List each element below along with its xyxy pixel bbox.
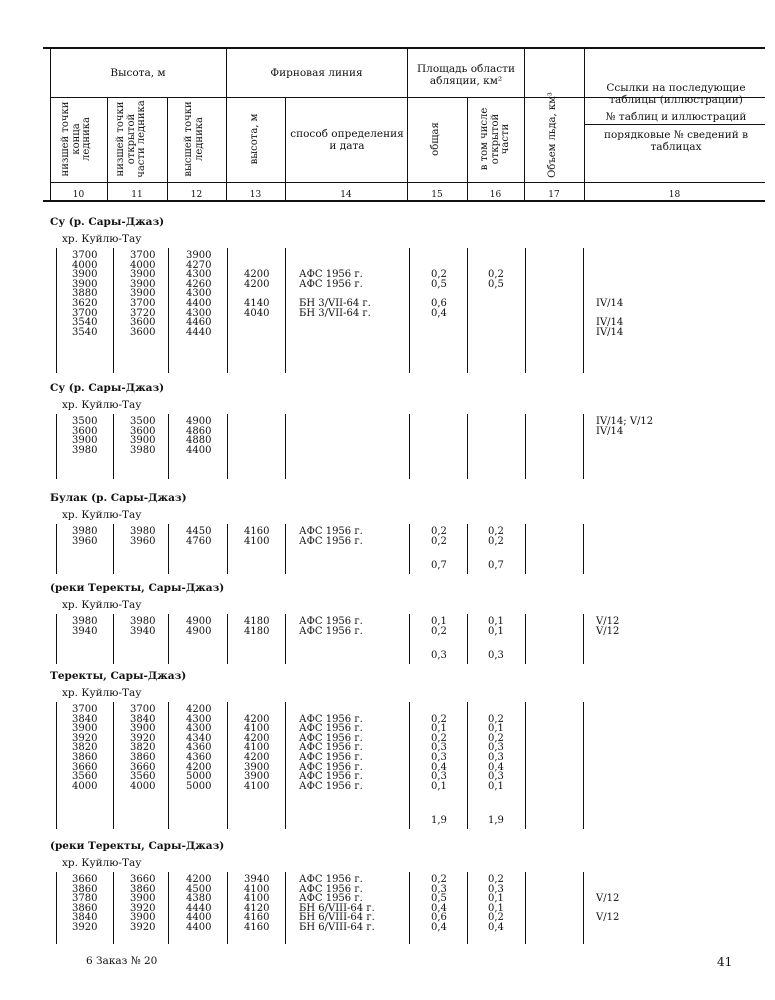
col-number: 15 [431, 190, 443, 200]
col-highest: 4200 4300 4300 4340 4360 4360 4200 5000 5000 [186, 704, 212, 792]
page-number: 41 [717, 955, 733, 969]
col-firn-method: АФС 1956 г. АФС 1956 г. АФС 1956 г. БН 6/VIII-64 г. БН 6/VIII-64 г. БН 6/VIII-64 г. [299, 874, 375, 933]
col-firn-height: 4200 4100 4200 4100 4200 3900 3900 4100 [244, 713, 270, 792]
ridge-name: хр. Куйлю-Тау [62, 599, 142, 611]
col-refs: V/12 V/12 [596, 893, 620, 924]
col-highest: 4200 4500 4380 4440 4400 4400 [186, 874, 212, 933]
total-area: 0,7 [431, 560, 447, 571]
header-area-total: общая [430, 122, 441, 156]
col-lowest-terminus: 3660 3860 3780 3860 3840 3920 [72, 874, 98, 933]
header-lowest-terminus: низшей точки конца ледника [60, 101, 92, 177]
col-firn-height: 4160 4100 [244, 526, 270, 547]
header-lowest-open: низшей точки открытой части ледника [115, 100, 147, 178]
col-area-total: 0,2 0,2 [431, 526, 447, 547]
total-area-open: 1,9 [488, 815, 504, 826]
header-firn-method: способ определения и дата [290, 128, 404, 152]
col-area-open: 0,2 0,1 0,2 0,3 0,3 0,4 0,3 0,1 [488, 713, 504, 792]
col-firn-method: АФС 1956 г. АФС 1956 г. [299, 616, 363, 637]
ridge-name: хр. Куйлю-Тау [62, 857, 142, 869]
col-lowest-open: 3660 3860 3900 3920 3900 3920 [130, 874, 156, 933]
ridge-name: хр. Куйлю-Тау [62, 233, 142, 245]
col-number: 10 [72, 190, 85, 200]
col-lowest-open: 3700 3840 3900 3920 3820 3860 3660 3560 4000 [130, 704, 156, 792]
col-number: 18 [668, 190, 681, 200]
section-title: Булак (р. Сары-Джаз) [50, 492, 187, 504]
ridge-name: хр. Куйлю-Тау [62, 509, 142, 521]
header-firn-group: Фирновая линия [270, 67, 363, 79]
col-lowest-terminus: 3700 4000 3900 3900 3880 3620 3700 3540 3540 [72, 250, 98, 338]
header-ablation-group: Площадь области абляции, км² [417, 63, 515, 87]
section-title: Су (р. Сары-Джаз) [50, 382, 165, 394]
col-lowest-open: 3980 3960 [130, 526, 156, 547]
ridge-name: хр. Куйлю-Тау [62, 399, 142, 411]
col-area-open: 0,2 0,5 [488, 269, 504, 290]
section-title: (реки Теректы, Сары-Джаз) [50, 840, 225, 852]
section-title: Теректы, Сары-Джаз) [50, 670, 187, 682]
col-area-total: 0,2 0,1 0,2 0,3 0,3 0,4 0,3 0,1 [431, 713, 447, 792]
col-number: 16 [489, 190, 502, 200]
col-number: 13 [249, 190, 262, 200]
col-area-total: 0,2 0,5 0,6 0,4 [431, 269, 447, 319]
total-area-open: 0,7 [488, 560, 504, 571]
header-refs-group: Ссылки на последующие таблицы (иллюстрации) [606, 82, 746, 106]
col-highest: 4900 4900 [186, 616, 212, 637]
total-area-open: 0,3 [488, 650, 504, 661]
col-area-total: 0,2 0,3 0,5 0,4 0,6 0,4 [431, 874, 447, 933]
header-firn-height: высота, м [249, 113, 260, 165]
header-highest: высшей точки ледника [183, 101, 205, 177]
col-lowest-terminus: 3980 3960 [72, 526, 98, 547]
col-firn-method: АФС 1956 г. АФС 1956 г. АФС 1956 г. АФС 1956 г. АФС 1956 г. АФС 1956 г. АФС 1956 г. АФС 1956 г. [299, 713, 363, 792]
col-area-total: 0,1 0,2 [431, 616, 447, 637]
col-highest: 4900 4860 4880 4400 [186, 416, 212, 456]
col-area-open: 0,2 0,3 0,1 0,1 0,2 0,4 [488, 874, 504, 933]
col-lowest-terminus: 3700 3840 3900 3920 3820 3860 3660 3560 4000 [72, 704, 98, 792]
col-lowest-open: 3500 3600 3900 3980 [130, 416, 156, 456]
col-refs: V/12 V/12 [596, 616, 620, 637]
col-number: 17 [548, 190, 560, 200]
col-number: 12 [190, 190, 203, 200]
section-title: Су (р. Сары-Джаз) [50, 216, 165, 228]
col-area-open: 0,1 0,1 [488, 616, 504, 637]
col-number: 11 [131, 190, 143, 200]
col-lowest-terminus: 3980 3940 [72, 616, 98, 637]
col-area-open: 0,2 0,2 [488, 526, 504, 547]
header-refs-sub1: № таблиц и иллюстраций [605, 111, 747, 123]
footer-order: 6 Заказ № 20 [86, 955, 158, 967]
col-highest: 4450 4760 [186, 526, 212, 547]
total-area: 0,3 [431, 650, 447, 661]
col-refs: IV/14; V/12 IV/14 [596, 416, 654, 437]
ridge-name: хр. Куйлю-Тау [62, 687, 142, 699]
header-refs-sub2: порядковые № сведений в таблицах [603, 129, 749, 153]
col-lowest-open: 3700 4000 3900 3900 3900 3700 3720 3600 3600 [130, 250, 156, 338]
header-height-group: Высота, м [110, 67, 166, 79]
col-firn-method: АФС 1956 г. АФС 1956 г. [299, 526, 363, 547]
col-firn-height: 4200 4200 4140 4040 [244, 269, 270, 319]
col-lowest-terminus: 3500 3600 3900 3980 [72, 416, 98, 456]
col-lowest-open: 3980 3940 [130, 616, 156, 637]
col-number: 14 [340, 190, 352, 200]
section-title: (реки Теректы, Сары-Джаз) [50, 582, 225, 594]
col-firn-method: АФС 1956 г. АФС 1956 г. БН 3/VII-64 г. БН 3/VII-64 г. [299, 269, 371, 319]
col-firn-height: 4180 4180 [244, 616, 270, 637]
col-firn-height: 3940 4100 4100 4120 4160 4160 [244, 874, 270, 933]
header-area-open: в том числе открытой части [479, 107, 511, 171]
col-highest: 3900 4270 4300 4260 4300 4400 4300 4460 4440 [186, 250, 212, 338]
total-area: 1,9 [431, 815, 447, 826]
col-refs: IV/14 IV/14 IV/14 [596, 297, 624, 338]
header-ice-volume: Объем льда, км³ [547, 92, 558, 178]
